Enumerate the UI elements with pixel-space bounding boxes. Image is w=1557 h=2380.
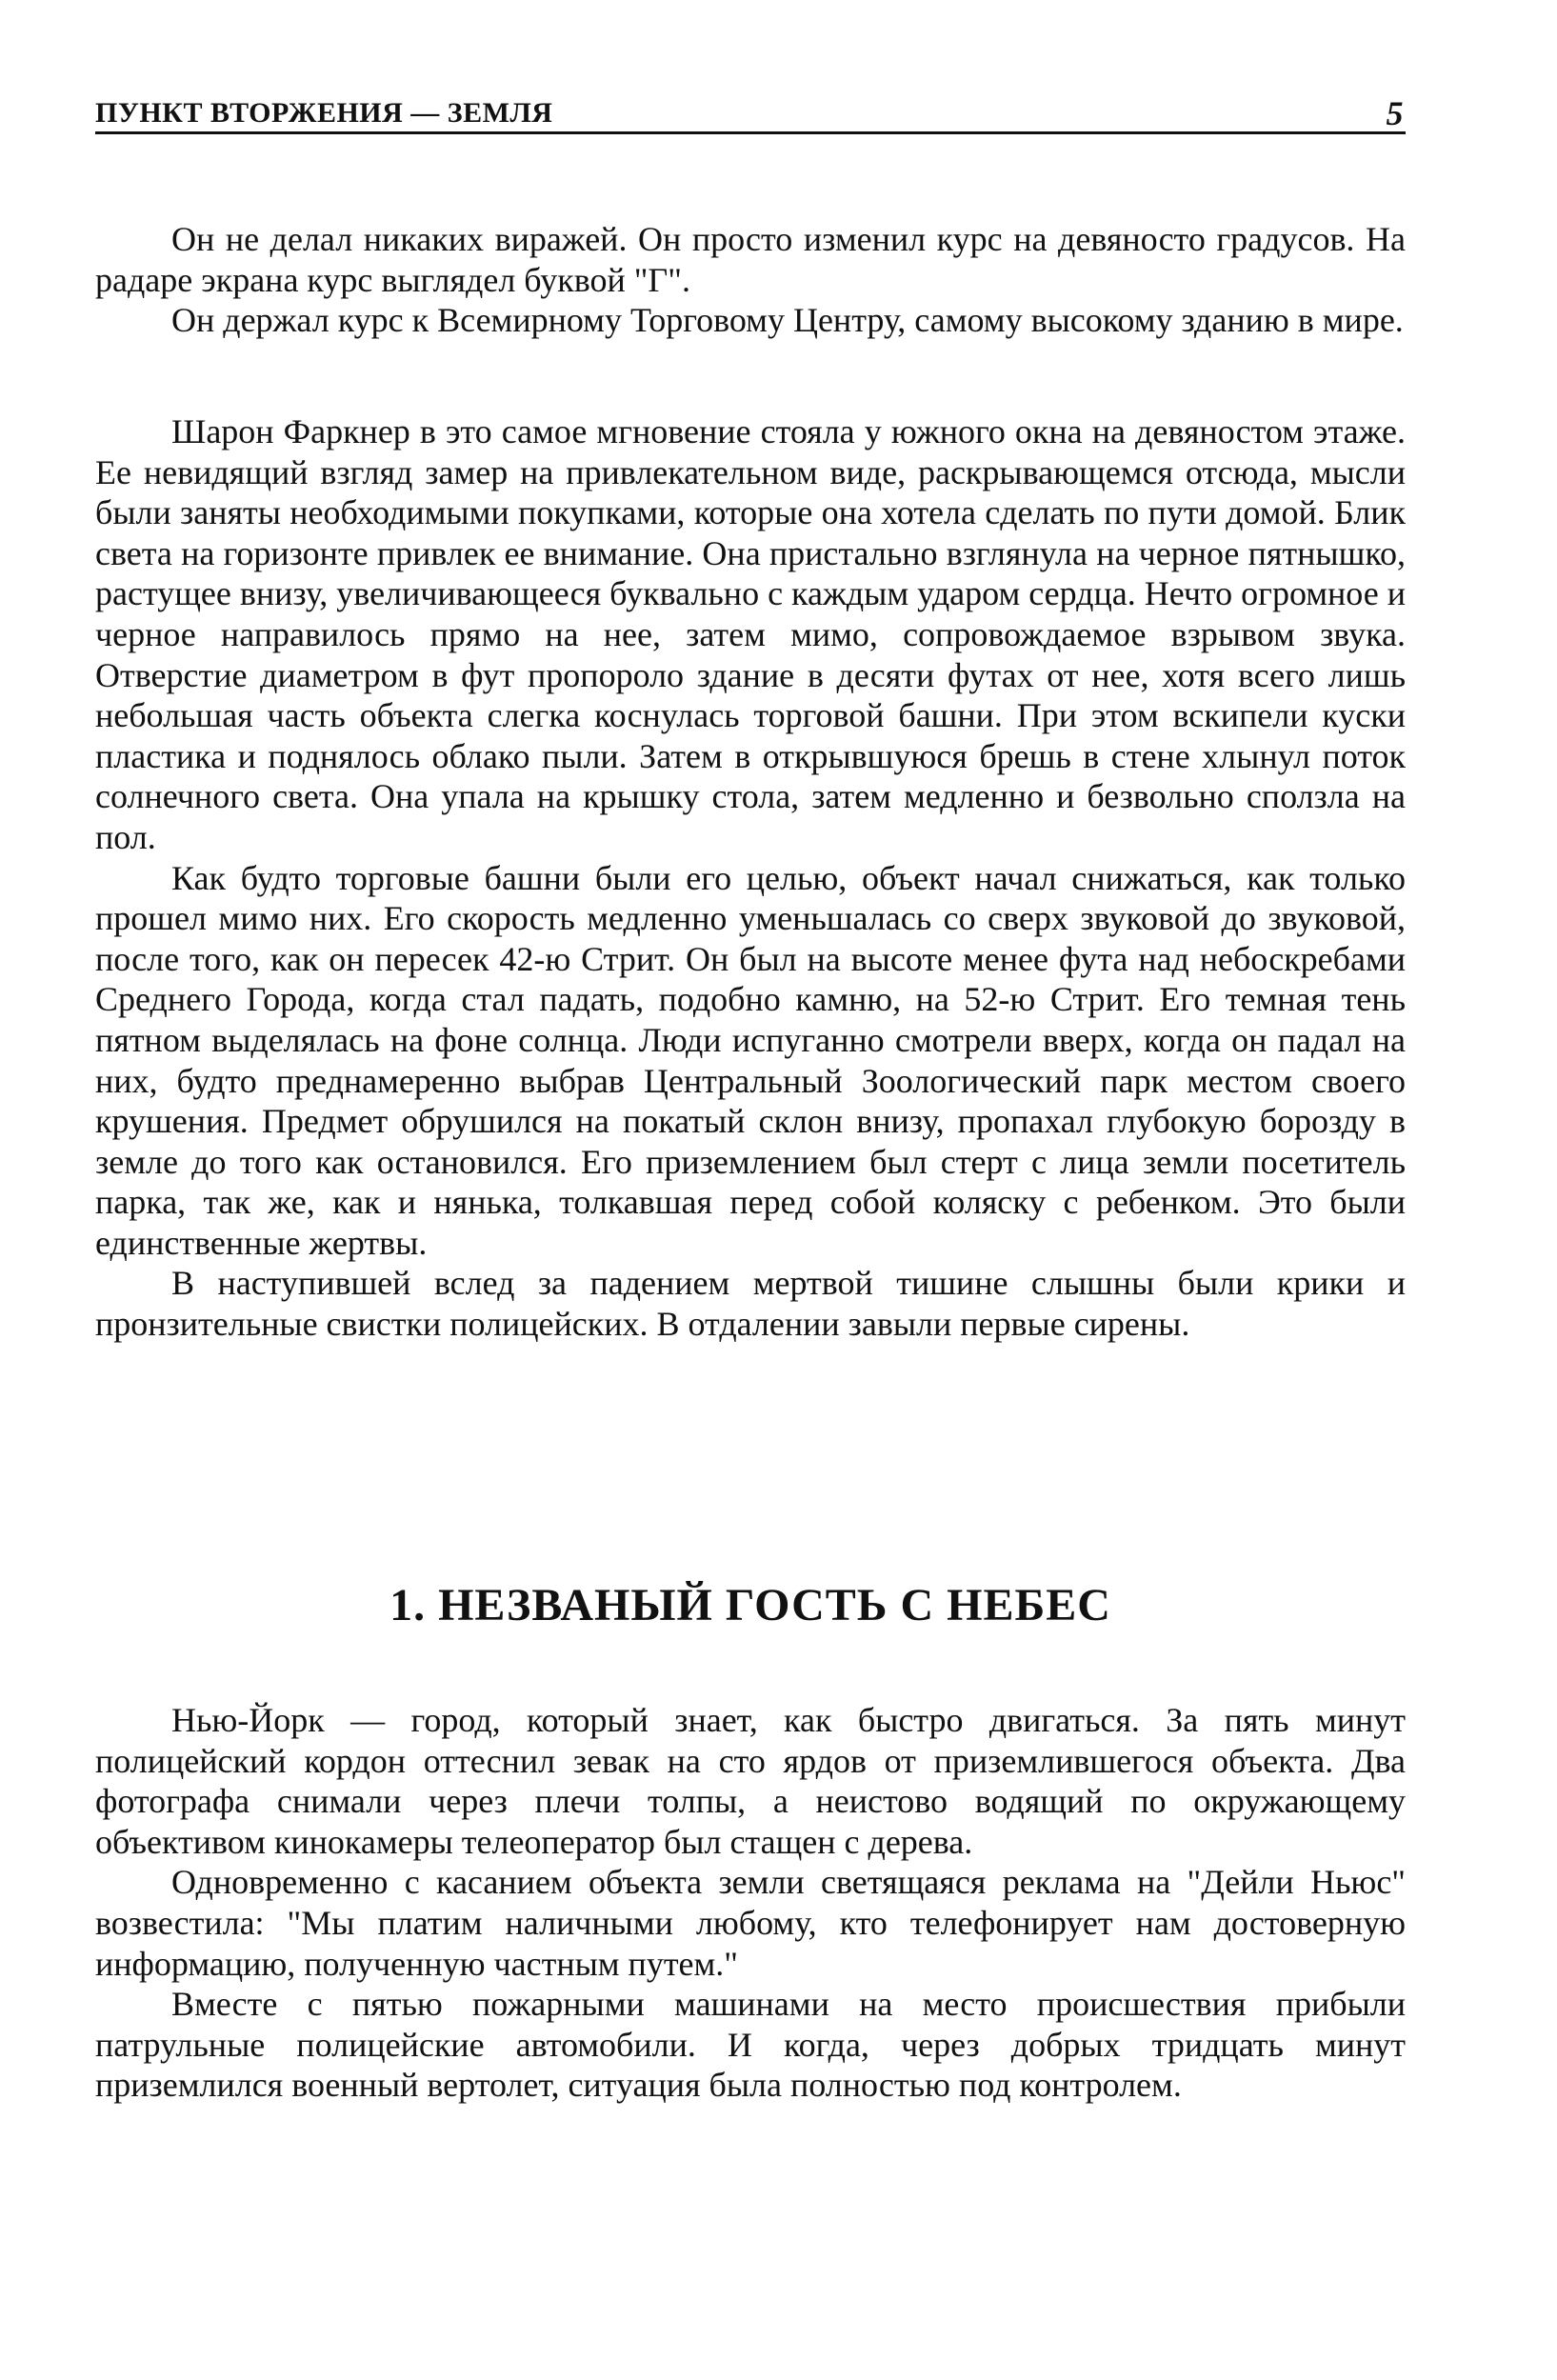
chapter-body	[95, 1700, 1406, 2106]
paragraph: Он не делал никаких виражей. Он просто изменил курс на девяносто градусов. На радаре экрана курс выглядел буквой "Г".	[95, 220, 1406, 299]
paragraph: Шарон Фаркнер в это самое мгновение стояла у южного окна на девяностом этаже. Ее невидящий взгляд замер на привлекательном виде, раскрывающемся отсюда, мысли были заняты необходимыми покупками, которые она хотела сделать по пути домой. Блик света на горизонте привлек ее внимание. Она пристально взглянула на черное пятнышко, растущее внизу, увеличивающееся буквально с каждым ударом сердца. Нечто огромное и черное направилось прямо на нее, затем мимо, сопровождаемое взрывом звука. Отверстие диаметром в фут пропороло здание в десяти футах от нее, хотя всего лишь небольшая часть объекта слегка коснулась торговой башни. При этом вскипели куски пластика и поднялось облако пыли. Затем в открывшуюся брешь в стене хлынул поток солнечного света. Она упала на крышку стола, затем медленно и безвольно сползла на пол.	[95, 412, 1406, 856]
scene-block	[95, 411, 1406, 1345]
page-number: 5	[1386, 94, 1404, 132]
paragraph: Вместе с пятью пожарными машинами на место происшествия прибыли патрульные полицейские автомобили. И когда, через добрых тридцать минут приземлился военный вертолет, ситуация была полностью под контролем.	[95, 1985, 1406, 2105]
chapter-heading: 1. НЕЗВАНЫЙ ГОСТЬ С НЕБЕС	[389, 1580, 1111, 1630]
paragraph: Он держал курс к Всемирному Торговому Центру, самому высокому зданию в мире.	[171, 301, 1404, 340]
paragraph: В наступившей вслед за падением мертвой тишине слышны были крики и пронзительные свистки полицейских. В отдалении завыли первые сирены.	[95, 1264, 1406, 1344]
paragraph: Как будто торговые башни были его целью, объект начал снижаться, как только прошел мимо них. Его скорость медленно уменьшалась со сверх звуковой до звуковой, после того, как он пересек 42-ю Стрит. Он был на высоте менее фута над небоскребами Среднего Города, когда стал падать, подобно камню, на 52-ю Стрит. Его темная тень пятном выделялась на фоне солнца. Люди испуганно смотрели вверх, когда он падал на них, будто преднамеренно выбрав Центральный Зоологический парк местом своего крушения. Предмет обрушился на покатый склон внизу, пропахал глубокую борозду в земле до того как остановился. Его приземлением был стерт с лица земли посетитель парка, так же, как и нянька, толкавшая перед собой коляску с ребенком. Это были единственные жертвы.	[95, 858, 1406, 1262]
running-header	[95, 93, 1406, 134]
intro-block	[95, 219, 1406, 341]
paragraph: Одновременно с касанием объекта земли светящаяся реклама на "Дейли Ньюс" возвестила: "Мы платим наличными любому, кто телефонирует нам достоверную информацию, полученную частным путем."	[95, 1863, 1406, 1983]
running-title: ПУНКТ ВТОРЖЕНИЯ — ЗЕМЛЯ	[95, 97, 553, 129]
paragraph: Нью-Йорк — город, который знает, как быстро двигаться. За пять минут полицейский кордон оттеснил зевак на сто ярдов от приземлившегося объекта. Два фотографа снимали через плечи толпы, а неистово водящий по окружающему объективом кинокамеры телеоператор был стащен с дерева.	[95, 1701, 1406, 1861]
